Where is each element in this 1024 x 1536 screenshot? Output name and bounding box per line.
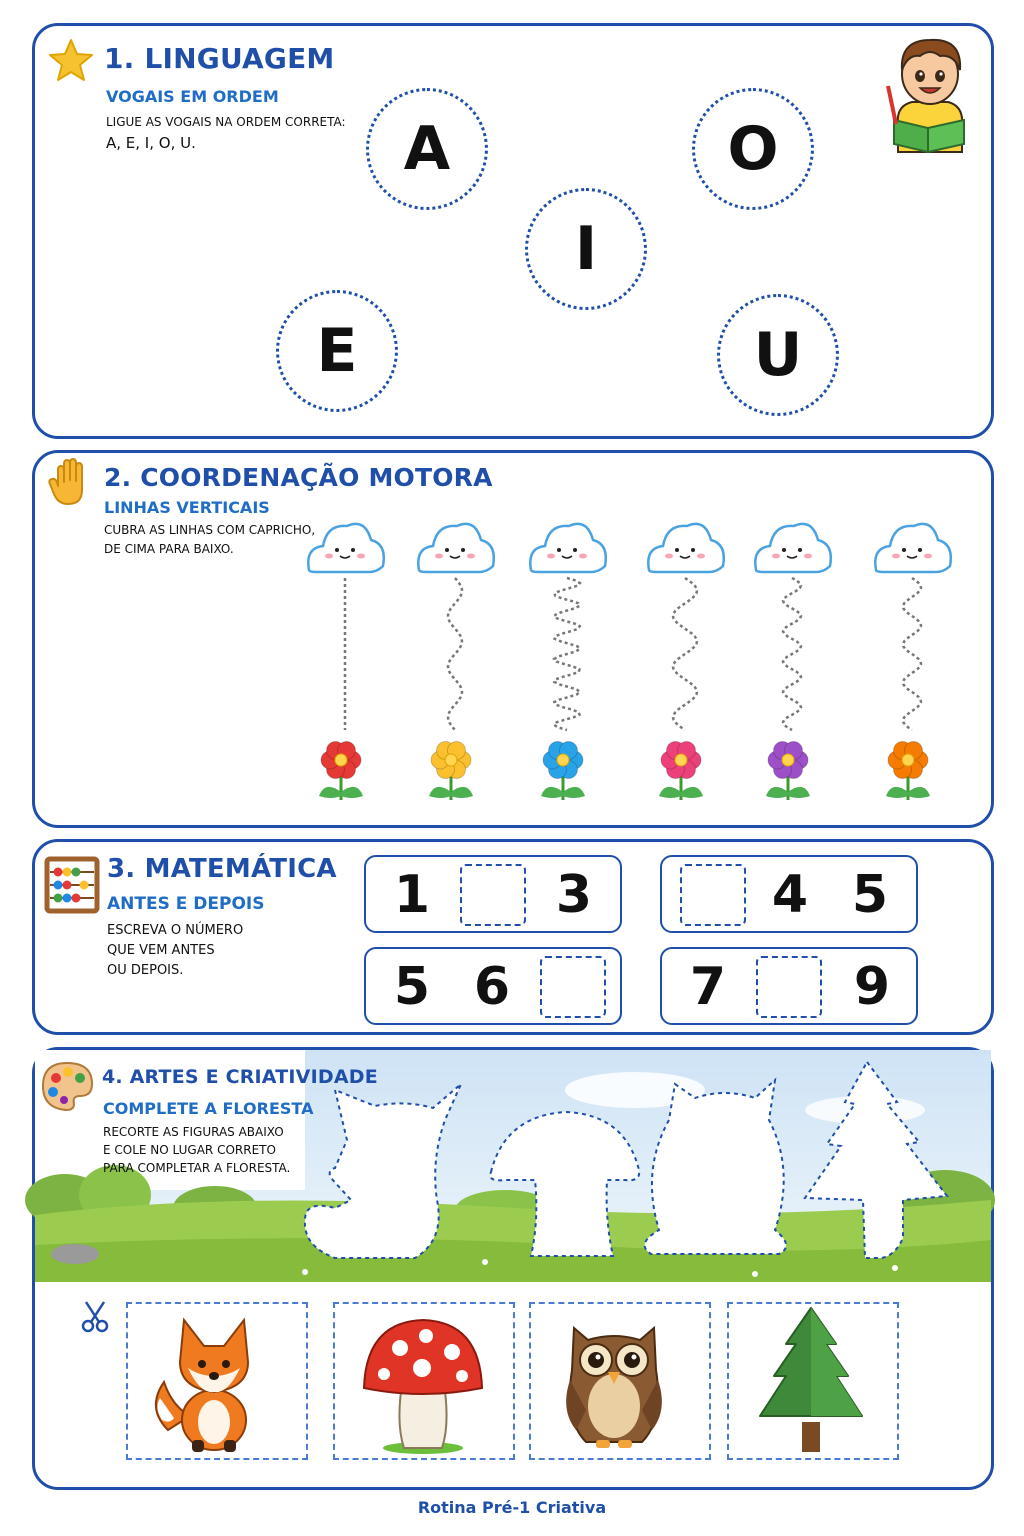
dotted-tracing-line[interactable] <box>554 578 580 730</box>
dotted-tracing-line[interactable] <box>783 578 801 730</box>
flower-icon <box>766 742 810 801</box>
section4-instruction-line1: RECORTE AS FIGURAS ABAIXO <box>103 1125 284 1139</box>
section2-instruction-line1: CUBRA AS LINHAS COM CAPRICHO, <box>104 523 316 537</box>
section3-instruction-line3: OU DEPOIS. <box>107 963 184 978</box>
cloud-icon <box>648 524 724 572</box>
section4-title: 4. ARTES E CRIATIVIDADE <box>102 1066 378 1088</box>
fox-icon <box>150 1312 270 1456</box>
vowel-e[interactable]: E <box>276 290 398 412</box>
number-box-3 <box>364 947 622 1025</box>
section4-instruction-line3: PARA COMPLETAR A FLORESTA. <box>103 1161 291 1175</box>
cloud-icon <box>418 524 494 572</box>
footer-label: Rotina Pré-1 Criativa <box>417 1498 607 1517</box>
number-box-1 <box>364 855 622 933</box>
vowel-a[interactable]: A <box>366 88 488 210</box>
pine-tree-icon <box>756 1304 866 1454</box>
section3-instruction-line2: QUE VEM ANTES <box>107 943 215 958</box>
tracing-column <box>875 524 951 800</box>
dotted-tracing-line[interactable] <box>673 578 697 730</box>
dotted-tracing-line[interactable] <box>903 578 921 730</box>
tracing-column <box>530 524 606 800</box>
number-box-2 <box>660 855 918 933</box>
section2-instruction-line2: DE CIMA PARA BAIXO. <box>104 542 234 556</box>
section1-subtitle: VOGAIS EM ORDEM <box>106 87 279 106</box>
answer-blank[interactable] <box>680 864 746 926</box>
number-after: 9 <box>853 957 891 1017</box>
number-before: 1 <box>393 865 431 925</box>
flower-icon <box>886 742 930 801</box>
section4-instruction-line2: E COLE NO LUGAR CORRETO <box>103 1143 276 1157</box>
section3-instruction-line1: ESCREVA O NÚMERO <box>107 923 244 938</box>
cloud-icon <box>875 524 951 572</box>
flower-icon <box>541 742 585 801</box>
palette-icon <box>40 1060 94 1112</box>
cloud-icon <box>530 524 606 572</box>
tracing-column <box>648 524 724 800</box>
tracing-column <box>308 524 384 800</box>
vowel-i[interactable]: I <box>525 188 647 310</box>
owl-icon <box>560 1310 668 1454</box>
section3-title: 3. MATEMÁTICA <box>107 854 337 884</box>
number-after: 5 <box>851 865 889 925</box>
number-first: 5 <box>393 957 431 1017</box>
answer-blank[interactable] <box>756 956 822 1018</box>
mushroom-icon <box>360 1314 486 1454</box>
cloud-icon <box>308 524 384 572</box>
section1-title: 1. LINGUAGEM <box>104 42 335 75</box>
answer-blank[interactable] <box>460 864 526 926</box>
answer-blank[interactable] <box>540 956 606 1018</box>
dotted-tracing-line[interactable] <box>448 578 462 730</box>
section2-subtitle: LINHAS VERTICAIS <box>104 498 270 517</box>
vowel-u[interactable]: U <box>717 294 839 416</box>
section2-title: 2. COORDENAÇÃO MOTORA <box>104 463 493 492</box>
tracing-column <box>755 524 831 800</box>
tracing-column <box>418 524 494 800</box>
flower-icon <box>659 742 703 801</box>
number-before: 7 <box>689 957 727 1017</box>
number-middle: 4 <box>771 865 809 925</box>
cloud-icon <box>755 524 831 572</box>
section3-subtitle: ANTES E DEPOIS <box>107 894 265 914</box>
section1-sequence: A, E, I, O, U. <box>106 134 196 152</box>
abacus-icon <box>44 856 100 914</box>
section4-subtitle: COMPLETE A FLORESTA <box>103 1099 314 1118</box>
number-box-4 <box>660 947 918 1025</box>
scissors-icon <box>80 1300 112 1334</box>
number-middle: 6 <box>473 957 511 1017</box>
section1-instruction: LIGUE AS VOGAIS NA ORDEM CORRETA: <box>106 115 346 129</box>
vowel-o[interactable]: O <box>692 88 814 210</box>
flower-icon <box>319 742 363 801</box>
flower-icon <box>429 742 473 801</box>
number-after: 3 <box>555 865 593 925</box>
